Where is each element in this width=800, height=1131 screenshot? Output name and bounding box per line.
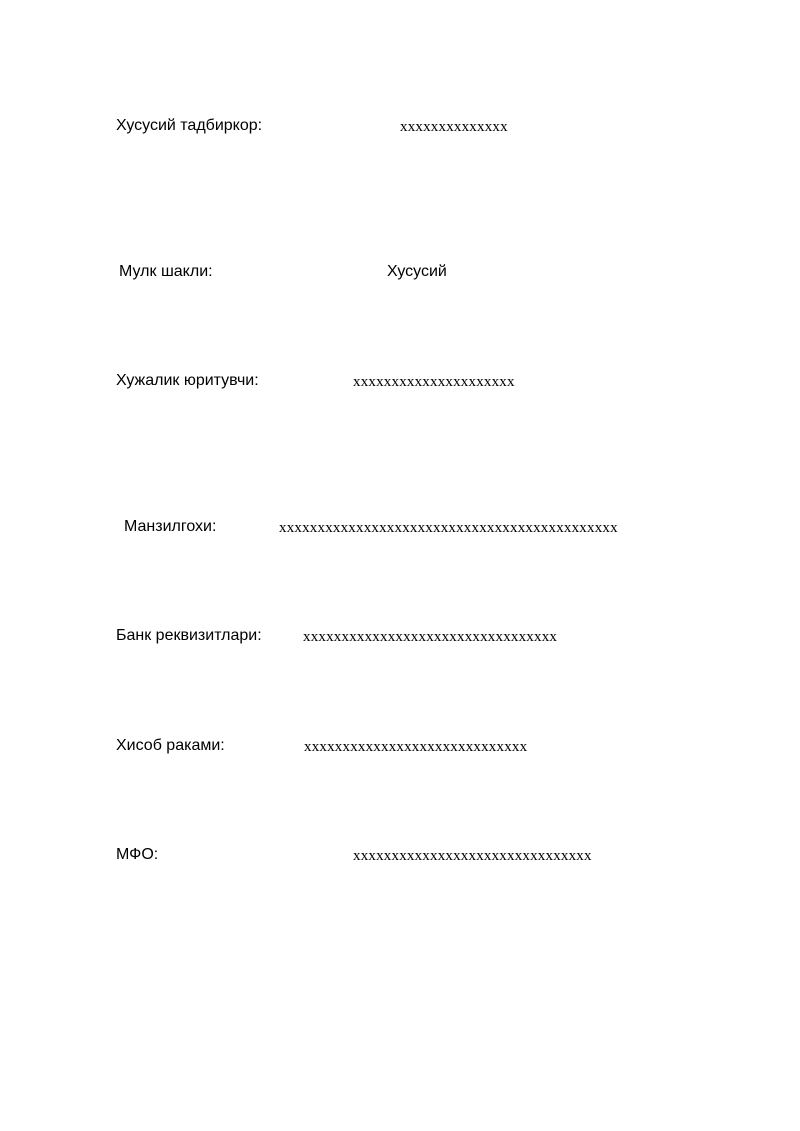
account-number-label: Хисоб раками: [116, 737, 225, 754]
business-entity-value: xxxxxxxxxxxxxxxxxxxxx [353, 374, 515, 390]
business-entity-label: Хужалик юритувчи: [116, 372, 259, 389]
entrepreneur-label: Хусусий тадбиркор: [116, 117, 263, 134]
ownership-form-label: Мулк шакли: [119, 263, 213, 280]
mfo-label: МФО: [116, 846, 159, 863]
mfo-value: xxxxxxxxxxxxxxxxxxxxxxxxxxxxxxx [353, 848, 592, 864]
bank-details-label: Банк реквизитлари: [116, 627, 262, 644]
ownership-form-value: Хусусий [387, 263, 447, 280]
address-label: Манзилгохи: [124, 518, 217, 535]
account-number-value: xxxxxxxxxxxxxxxxxxxxxxxxxxxxx [304, 739, 528, 755]
bank-details-value: xxxxxxxxxxxxxxxxxxxxxxxxxxxxxxxxx [303, 629, 558, 645]
address-value: xxxxxxxxxxxxxxxxxxxxxxxxxxxxxxxxxxxxxxxxxxxx [279, 520, 618, 536]
entrepreneur-value: xxxxxxxxxxxxxx [400, 119, 508, 135]
